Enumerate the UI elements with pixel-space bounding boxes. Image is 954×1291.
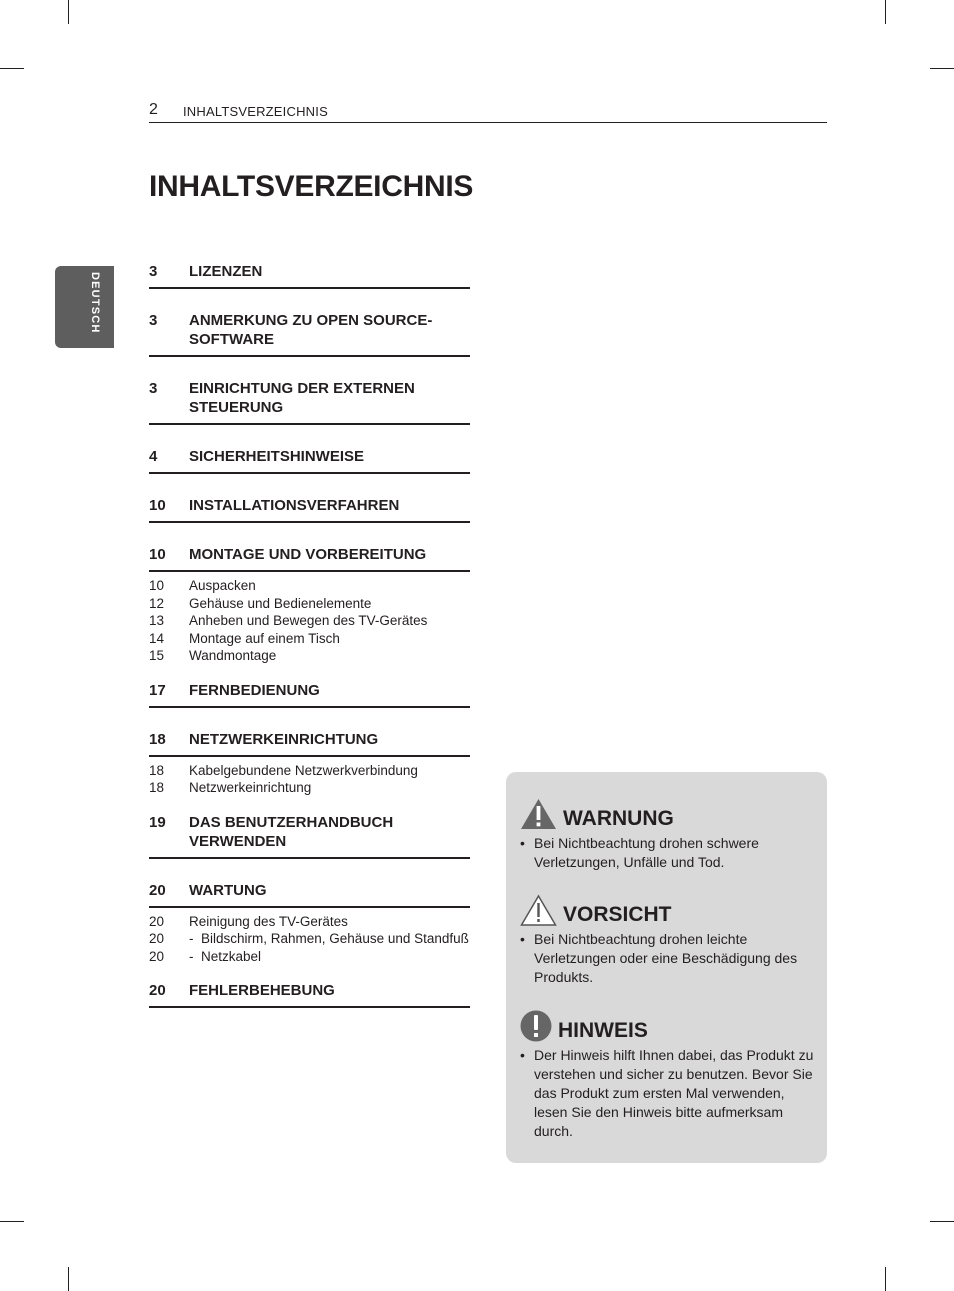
- toc-subentry-title: Kabelgebundene Netzwerkverbindung: [189, 762, 418, 778]
- toc-subentry-title: - Netzkabel: [189, 948, 261, 966]
- toc-subentry-page: 18: [149, 762, 165, 778]
- toc-subentry-page: 18: [149, 780, 165, 795]
- toc-section-title: MONTAGE UND VORBEREITUNG: [189, 546, 427, 563]
- toc-section-title: EINRICHTUNG DER EXTERNEN STEUERUNG: [189, 380, 415, 416]
- crop-mark: [930, 1221, 954, 1222]
- toc-section: [149, 311, 470, 357]
- toc-section-heading[interactable]: [149, 379, 470, 425]
- warning-note: [520, 796, 820, 872]
- toc-section-title: NETZWERKEINRICHTUNG: [189, 730, 379, 748]
- table-of-contents: [149, 262, 470, 1030]
- toc-section: [149, 545, 470, 665]
- toc-section: [149, 496, 470, 523]
- toc-page-number: 19: [149, 813, 166, 831]
- toc-section-heading[interactable]: [149, 881, 470, 908]
- toc-subentry-title: Gehäuse und Bedienelemente: [189, 595, 372, 611]
- toc-subentry-title: Auspacken: [189, 578, 256, 593]
- toc-section-heading[interactable]: [149, 496, 470, 523]
- toc-subentries: [149, 913, 470, 966]
- toc-page-number: 3: [149, 380, 158, 397]
- toc-page-number: 17: [149, 681, 166, 699]
- caution-note: [520, 892, 820, 987]
- toc-subentry-page: 15: [149, 648, 165, 663]
- toc-page-number: 3: [149, 263, 158, 280]
- toc-page-number: 10: [149, 546, 166, 563]
- toc-subentries: [149, 762, 470, 797]
- toc-subentry[interactable]: [149, 612, 470, 630]
- caution-title: VORSICHT: [563, 903, 672, 926]
- toc-section-title: ANMERKUNG ZU OPEN SOURCE-SOFTWARE: [189, 312, 433, 348]
- toc-section-title: FEHLERBEHEBUNG: [189, 982, 335, 999]
- safety-notes-box: [506, 772, 827, 1163]
- toc-section-title: FERNBEDIENUNG: [189, 681, 320, 699]
- toc-subentry[interactable]: [149, 595, 470, 613]
- toc-section: [149, 379, 470, 425]
- crop-mark: [68, 0, 69, 24]
- toc-subentry-title: Montage auf einem Tisch: [189, 630, 340, 646]
- toc-subentry-title: Reinigung des TV-Gerätes: [189, 913, 348, 929]
- caution-triangle-outline-icon: [520, 894, 557, 926]
- toc-subentry-title: - Bildschirm, Rahmen, Gehäuse und Standfuß: [189, 930, 469, 948]
- warning-heading: [520, 796, 820, 830]
- header-title: INHALTSVERZEICHNIS: [183, 104, 328, 119]
- toc-subentries: [149, 577, 470, 665]
- exclamation-circle-icon: [520, 1010, 552, 1042]
- toc-section-heading[interactable]: [149, 311, 470, 357]
- warning-text: • Bei Nichtbeachtung drohen schwere Verletzungen, Unfälle und Tod.: [520, 834, 820, 872]
- page-title: INHALTSVERZEICHNIS: [149, 170, 474, 203]
- toc-section-heading[interactable]: [149, 262, 470, 289]
- toc-subentry-page: 20: [149, 931, 165, 946]
- language-tab: [55, 266, 114, 348]
- crop-mark: [930, 68, 954, 69]
- toc-subentry[interactable]: [149, 630, 470, 648]
- toc-section-heading[interactable]: [149, 447, 470, 474]
- toc-section-title: INSTALLATIONSVERFAHREN: [189, 497, 400, 514]
- toc-page-number: 18: [149, 730, 166, 748]
- toc-section: [149, 262, 470, 289]
- crop-mark: [0, 1221, 24, 1222]
- toc-subentry-page: 14: [149, 630, 165, 646]
- toc-section-title: LIZENZEN: [189, 263, 263, 280]
- toc-section-title: SICHERHEITSHINWEISE: [189, 448, 365, 465]
- toc-section: [149, 447, 470, 474]
- toc-section-heading[interactable]: [149, 545, 470, 572]
- toc-page-number: 20: [149, 982, 166, 999]
- warning-title: WARNUNG: [563, 807, 674, 830]
- toc-section-title: DAS BENUTZERHANDBUCH VERWENDEN: [189, 813, 394, 850]
- crop-mark: [0, 68, 24, 69]
- toc-section: [149, 881, 470, 966]
- language-tab-label: DEUTSCH: [89, 272, 101, 334]
- toc-section: [149, 981, 470, 1008]
- toc-subentry[interactable]: [149, 913, 470, 931]
- toc-subentry-page: 13: [149, 613, 165, 628]
- toc-subentry[interactable]: [149, 577, 470, 595]
- toc-subentry[interactable]: [149, 779, 470, 797]
- toc-subentry[interactable]: [149, 762, 470, 780]
- toc-section-title: WARTUNG: [189, 881, 267, 899]
- toc-section: [149, 681, 470, 708]
- toc-section-heading[interactable]: [149, 981, 470, 1008]
- toc-subentry-title: Anheben und Bewegen des TV-Gerätes: [189, 613, 428, 628]
- toc-page-number: 10: [149, 497, 166, 514]
- toc-section-heading[interactable]: [149, 813, 470, 859]
- caution-text: • Bei Nichtbeachtung drohen leichte Verletzungen oder eine Beschädigung des Produkts.: [520, 930, 820, 987]
- hint-title: HINWEIS: [558, 1019, 648, 1042]
- toc-subentry-title: Wandmontage: [189, 648, 277, 663]
- hint-text: • Der Hinweis hilft Ihnen dabei, das Produkt zu verstehen und sicher zu benutzen. Bevor Sie das Produkt zum ersten Mal verwenden, lesen Sie den Hinweis bitte aufmerksam durch.: [520, 1046, 820, 1141]
- toc-subentry[interactable]: [149, 647, 470, 665]
- toc-subentry[interactable]: [149, 948, 470, 966]
- toc-section: [149, 730, 470, 797]
- toc-section-heading[interactable]: [149, 681, 470, 708]
- page-header: [149, 100, 827, 123]
- toc-page-number: 3: [149, 312, 158, 329]
- caution-heading: [520, 892, 820, 926]
- hint-heading: [520, 1008, 820, 1042]
- toc-page-number: 4: [149, 448, 158, 465]
- toc-section-heading[interactable]: [149, 730, 470, 757]
- toc-subentry[interactable]: [149, 930, 470, 948]
- toc-page-number: 20: [149, 881, 166, 899]
- page-number: 2: [149, 101, 158, 118]
- toc-subentry-page: 20: [149, 913, 165, 929]
- toc-section: [149, 813, 470, 859]
- toc-subentry-page: 10: [149, 578, 165, 593]
- hint-note: [520, 1008, 820, 1141]
- warning-triangle-filled-icon: [520, 798, 557, 830]
- toc-subentry-page: 20: [149, 948, 165, 964]
- crop-mark: [885, 0, 886, 24]
- toc-subentry-page: 12: [149, 595, 165, 611]
- toc-subentry-title: Netzwerkeinrichtung: [189, 780, 312, 795]
- crop-mark: [68, 1267, 69, 1291]
- crop-mark: [885, 1267, 886, 1291]
